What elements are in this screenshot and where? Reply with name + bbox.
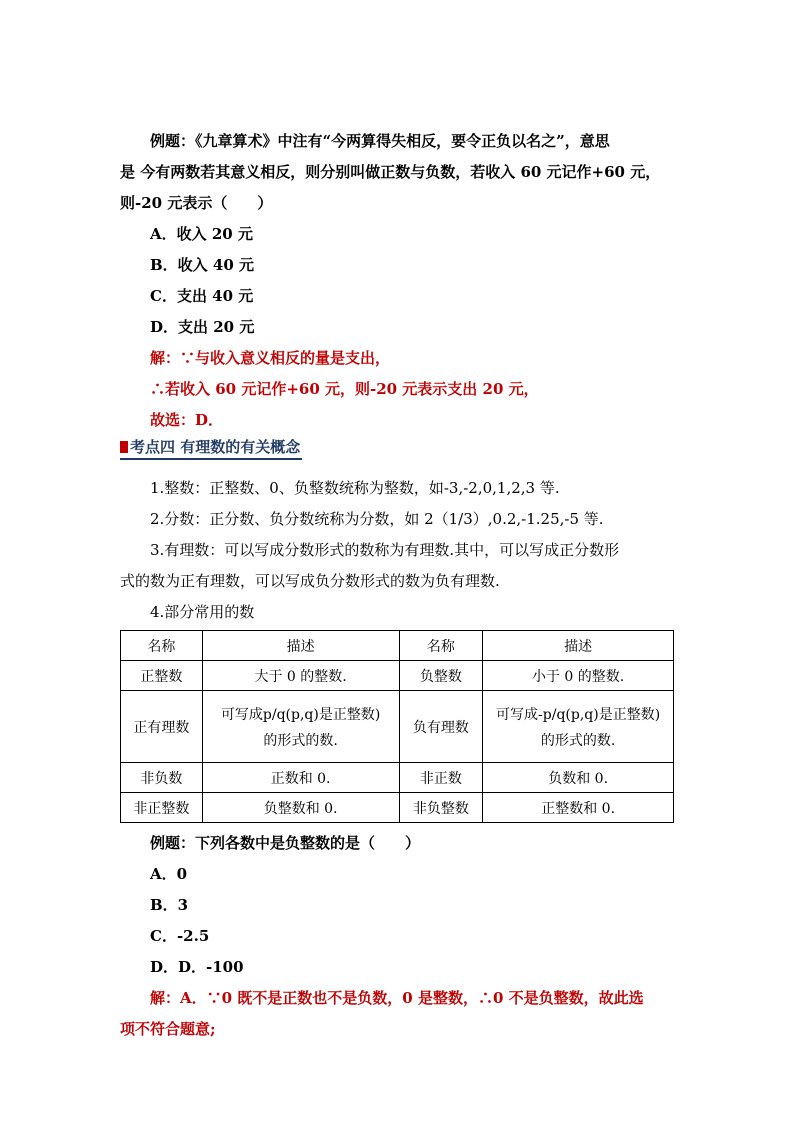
example1-option-a: A．收入 20 元 <box>150 225 253 243</box>
table-header-cell: 名称 <box>399 631 483 661</box>
example1-option-d: D．支出 20 元 <box>150 318 255 336</box>
table-cell: 正整数和 0. <box>483 793 674 823</box>
example2-option-c: C．-2.5 <box>150 927 210 945</box>
table-cell <box>483 691 674 763</box>
table-cell: 非正数 <box>399 763 483 793</box>
example2-option-b: B．3 <box>150 896 189 914</box>
table-cell-line: 的形式的数. <box>263 732 338 749</box>
example2-solution-line1: 解：A．∵0 既不是正数也不是负数，0 是整数，∴0 不是负整数，故此选 <box>150 989 644 1007</box>
table-cell-line: 可写成p/q(p,q)是正整数) <box>220 706 381 723</box>
example1-solution-line2: ∴若收入 60 元记作+60 元，则-20 元表示支出 20 元， <box>150 380 539 398</box>
table-cell: 非负整数 <box>399 793 483 823</box>
section-marker-icon <box>120 441 128 453</box>
section-title: 考点四 有理数的有关概念 <box>130 438 301 456</box>
table-row <box>121 793 674 823</box>
table-cell: 正有理数 <box>121 691 203 763</box>
example2-question: 例题：下列各数中是负整数的是（ ） <box>150 834 421 852</box>
example1-question-line3: 则-20 元表示（ ） <box>120 194 273 212</box>
table-row <box>121 763 674 793</box>
table-cell: 负整数和 0. <box>202 793 399 823</box>
table-cell-line: 的形式的数. <box>540 732 616 749</box>
example1-option-b: B．收入 40 元 <box>150 256 254 274</box>
table-cell: 负有理数 <box>399 691 483 763</box>
common-numbers-table <box>120 630 674 823</box>
point-integer: 1.整数：正整数、0、负整数统称为整数，如-3,-2,0,1,2,3 等. <box>150 479 560 497</box>
point-rational-line2: 式的数为正有理数，可以写成负分数形式的数为负有理数. <box>120 572 500 590</box>
table-cell: 正整数 <box>121 661 203 691</box>
table-cell <box>202 691 399 763</box>
table-row <box>121 691 674 763</box>
table-cell: 非负数 <box>121 763 203 793</box>
table-cell: 负数和 0. <box>483 763 674 793</box>
table-cell: 大于 0 的整数. <box>202 661 399 691</box>
point-rational-line1: 3.有理数：可以写成分数形式的数称为有理数.其中，可以写成正分数形 <box>150 541 620 559</box>
example1-solution-line3: 故选：D． <box>150 411 224 429</box>
table-header-cell: 名称 <box>121 631 203 661</box>
example1-solution-line1: 解：∵与收入意义相反的量是支出， <box>150 349 391 367</box>
example2-option-a: A．0 <box>150 865 188 883</box>
table-header-cell: 描述 <box>483 631 674 661</box>
point-common-numbers: 4.部分常用的数 <box>150 603 255 621</box>
table-cell: 小于 0 的整数. <box>483 661 674 691</box>
example1-option-c: C．支出 40 元 <box>150 287 254 305</box>
table-cell: 非正整数 <box>121 793 203 823</box>
table-cell: 正数和 0. <box>202 763 399 793</box>
example2-solution-line2: 项不符合题意; <box>120 1020 216 1038</box>
table-cell: 负整数 <box>399 661 483 691</box>
table-header-cell: 描述 <box>202 631 399 661</box>
example2-option-d: D．D．-100 <box>150 958 244 976</box>
point-fraction: 2.分数：正分数、负分数统称为分数，如 2（1/3）,0.2,-1.25,-5 等. <box>150 510 604 528</box>
section-heading <box>120 436 302 460</box>
example1-question-line2: 是 今有两数若其意义相反，则分别叫做正数与负数，若收入 60 元记作+60 元， <box>120 163 661 181</box>
table-header-row <box>121 631 674 661</box>
table-cell-line: 可写成-p/q(p,q)是正整数) <box>496 706 661 723</box>
example1-question-line1: 例题：《九章算术》中注有“今两算得失相反，要令正负以名之”，意思 <box>150 132 610 150</box>
table-row <box>121 661 674 691</box>
